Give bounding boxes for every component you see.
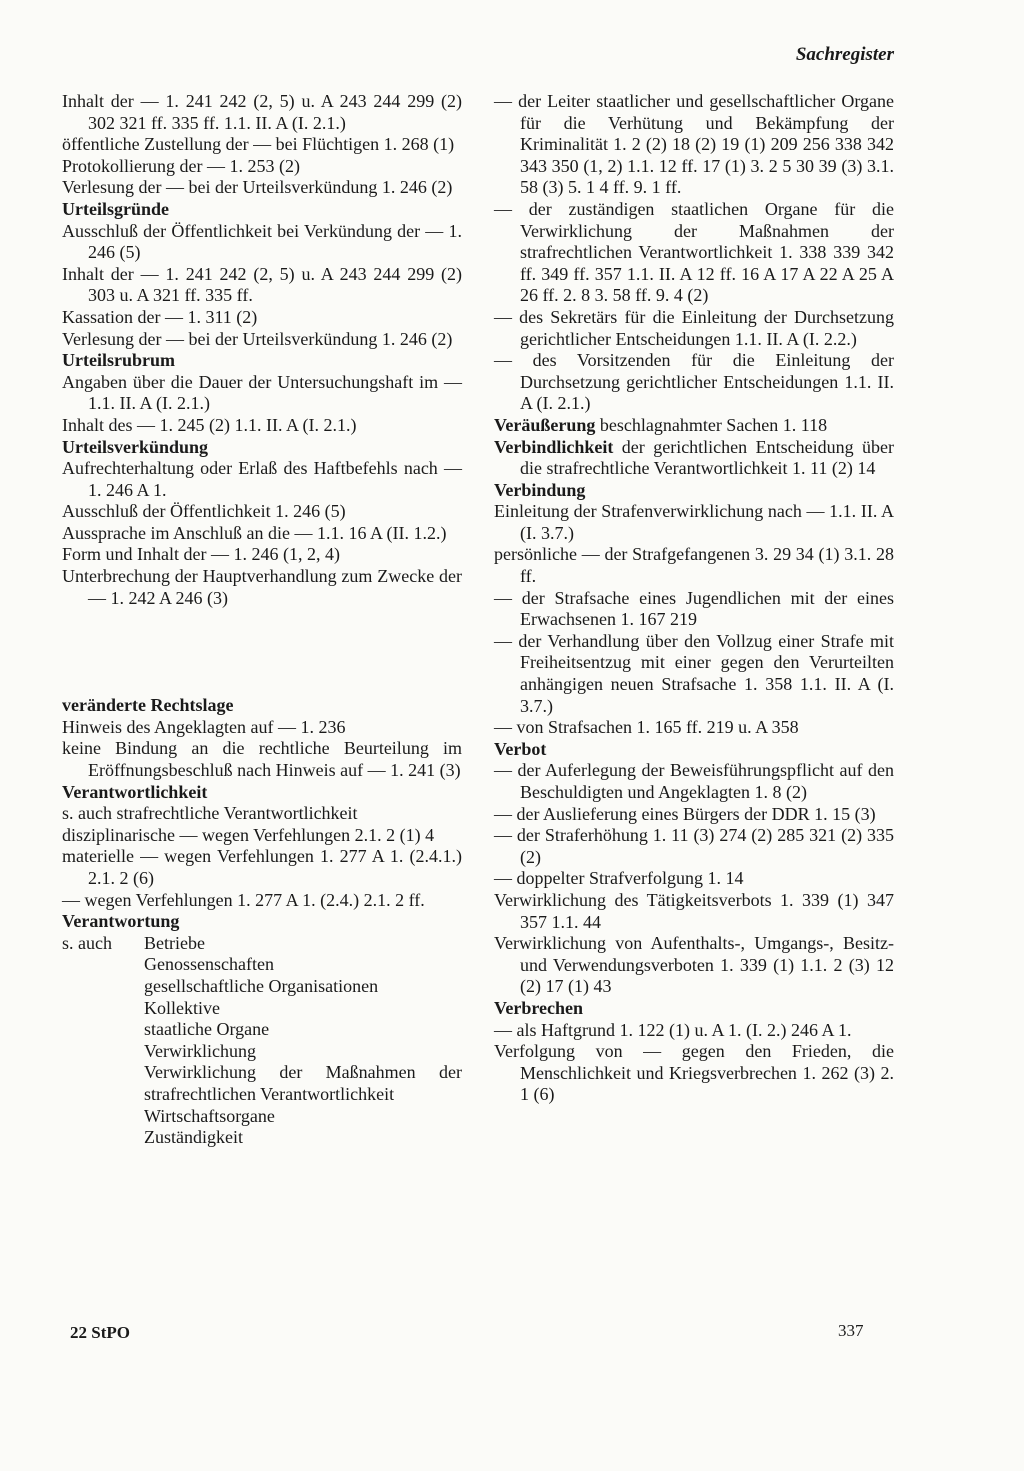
index-entry: Form und Inhalt der — 1. 246 (1, 2, 4) bbox=[62, 544, 340, 565]
index-entry: Verwirklichung von Aufenthalts-, Umgangs-, Besitz- und Verwendungsverboten 1. 339 (1) 1.1. 2 (3) 12 (2) 17 (1) 43 bbox=[494, 933, 894, 997]
footer-signature: 22 StPO bbox=[70, 1323, 130, 1342]
see-also-item: Verwirklichung der Maßnahmen der strafrechtlichen Verantwortlichkeit bbox=[144, 1062, 462, 1104]
index-entry: — der Leiter staatlicher und gesellschaftlicher Organe für die Verhütung und Bekämpfung der Kriminalität 1. 2 (2) 18 (2) 19 (1) 209 256 338 342 343 350 (1, 2) 1.1. 12 ff. 17 (1) 3. 2 5 30 39 (3) 3.1. 58 (3) 5. 1 4 ff. 9. 1 ff. bbox=[494, 91, 894, 198]
index-entry: Einleitung der Strafenverwirklichung nach — 1.1. II. A (I. 3.7.) bbox=[494, 501, 894, 543]
index-entry: persönliche — der Strafgefangenen 3. 29 34 (1) 3.1. 28 ff. bbox=[494, 544, 894, 587]
index-entry: — der Auferlegung der Beweisführungspflicht auf den Beschuldigten und Angeklagten 1. 8 (2) bbox=[494, 760, 894, 802]
see-also-item: gesellschaftliche Organisationen bbox=[144, 975, 379, 996]
page-header-title: Sachregister bbox=[795, 44, 894, 65]
index-entry: — als Haftgrund 1. 122 (1) u. A 1. (I. 2.) 246 A 1. bbox=[494, 1019, 852, 1040]
index-entry: Inhalt der — 1. 241 242 (2, 5) u. A 243 244 299 (2) 302 321 ff. 335 ff. 1.1. II. A (I. 2.1.) bbox=[62, 91, 462, 133]
index-entry: — doppelter Strafverfolgung 1. 14 bbox=[494, 868, 744, 889]
index-entry: Inhalt des — 1. 245 (2) 1.1. II. A (I. 2.1.) bbox=[62, 414, 357, 435]
index-entry: Verlesung der — bei der Urteilsverkündung 1. 246 (2) bbox=[62, 177, 453, 198]
index-entry: Hinweis des Angeklagten auf — 1. 236 bbox=[62, 716, 346, 737]
index-entry: Aussprache im Anschluß an die — 1.1. 16 A (II. 1.2.) bbox=[62, 522, 447, 543]
index-entry: Verwirklichung des Tätigkeitsverbots 1. 339 (1) 347 357 1.1. 44 bbox=[494, 889, 894, 932]
index-entry: Verfolgung von — gegen den Frieden, die Menschlichkeit und Kriegsverbrechen 1. 262 (3) 2. 1 (6) bbox=[494, 1041, 894, 1105]
index-entry: Verbindlichkeit der gerichtlichen Entscheidung über die strafrechtliche Verantwortlichkeit 1. 11 (2) 14 bbox=[494, 436, 894, 479]
index-column-right bbox=[494, 91, 894, 1106]
index-heading: veränderte Rechtslage bbox=[62, 695, 234, 716]
index-entry: — der Straferhöhung 1. 11 (3) 274 (2) 285 321 (2) 335 (2) bbox=[494, 825, 894, 867]
see-also-item: Wirtschaftsorgane bbox=[144, 1105, 275, 1126]
see-also-label: s. auch bbox=[62, 932, 112, 953]
index-heading: Verbrechen bbox=[494, 997, 583, 1018]
index-entry: Protokollierung der — 1. 253 (2) bbox=[62, 155, 300, 176]
index-entry: — der Strafsache eines Jugendlichen mit der eines Erwachsenen 1. 167 219 bbox=[494, 587, 894, 630]
see-also-list bbox=[144, 933, 462, 1149]
index-entry: — der zuständigen staatlichen Organe für die Verwirklichung der Maßnahmen der strafrechtlichen Verantwortlichkeit 1. 338 339 342 ff. 349 ff. 357 1.1. II. A 12 ff. 16 A 17 A 22 A 25 A 26 ff. 2. 8 3. 58 ff. 9. 4 (2) bbox=[494, 198, 894, 306]
index-entry: s. auch strafrechtliche Verantwortlichkeit bbox=[62, 803, 358, 824]
index-heading: Urteilsrubrum bbox=[62, 350, 175, 371]
index-heading: Verantwortung bbox=[62, 911, 180, 932]
index-entry: Aufrechterhaltung oder Erlaß des Haftbefehls nach — 1. 246 A 1. bbox=[62, 458, 462, 500]
right-entries bbox=[494, 91, 894, 1106]
left-entries bbox=[62, 91, 462, 933]
index-entry: — der Verhandlung über den Vollzug einer Strafe mit Freiheitsentzug mit einer gegen den Verurteilten anhängigen neuen Strafsache 1. 358 1.1. II. A (I. 3.7.) bbox=[494, 630, 894, 716]
page-number: 337 bbox=[838, 1321, 864, 1340]
index-entry: — von Strafsachen 1. 165 ff. 219 u. A 358 bbox=[494, 717, 799, 738]
index-entry: materielle — wegen Verfehlungen 1. 277 A 1. (2.4.1.) 2.1. 2 (6) bbox=[62, 846, 462, 888]
index-entry: — wegen Verfehlungen 1. 277 A 1. (2.4.) 2.1. 2 ff. bbox=[62, 889, 425, 910]
see-also-item: Betriebe bbox=[144, 932, 205, 953]
see-also-item: staatliche Organe bbox=[144, 1019, 270, 1040]
see-also-item: Genossenschaften bbox=[144, 954, 274, 975]
index-entry: — der Auslieferung eines Bürgers der DDR 1. 15 (3) bbox=[494, 803, 876, 824]
index-entry: Verlesung der — bei der Urteilsverkündung 1. 246 (2) bbox=[62, 328, 453, 349]
index-entry: — des Sekretärs für die Einleitung der Durchsetzung gerichtlicher Entscheidungen 1.1. II. A (I. 2.2.) bbox=[494, 306, 894, 349]
index-entry: disziplinarische — wegen Verfehlungen 2.1. 2 (1) 4 bbox=[62, 824, 435, 845]
index-entry: Ausschluß der Öffentlichkeit bei Verkündung der — 1. 246 (5) bbox=[62, 220, 462, 263]
index-entry: Ausschluß der Öffentlichkeit 1. 246 (5) bbox=[62, 501, 346, 522]
index-heading: Verantwortlichkeit bbox=[62, 781, 208, 802]
index-entry: — des Vorsitzenden für die Einleitung der Durchsetzung gerichtlicher Entscheidungen 1.1. II. A (I. 2.1.) bbox=[494, 350, 894, 414]
see-also-item: Verwirklichung bbox=[144, 1040, 256, 1061]
see-also-block bbox=[62, 933, 462, 1149]
index-entry: Angaben über die Dauer der Untersuchungshaft im — 1.1. II. A (I. 2.1.) bbox=[62, 371, 462, 414]
index-entry: Kassation der — 1. 311 (2) bbox=[62, 306, 258, 327]
index-entry: Veräußerung beschlagnahmter Sachen 1. 118 bbox=[494, 414, 828, 435]
section-gap bbox=[62, 609, 462, 695]
see-also-item: Kollektive bbox=[144, 997, 220, 1018]
index-entry: Unterbrechung der Hauptverhandlung zum Zwecke der — 1. 242 A 246 (3) bbox=[62, 566, 462, 608]
index-heading: Urteilsverkündung bbox=[62, 436, 209, 457]
index-heading: Verbindung bbox=[494, 479, 586, 500]
index-entry: Inhalt der — 1. 241 242 (2, 5) u. A 243 244 299 (2) 303 u. A 321 ff. 335 ff. bbox=[62, 263, 462, 306]
index-entry: keine Bindung an die rechtliche Beurteilung im Eröffnungsbeschluß nach Hinweis auf — 1. 241 (3) bbox=[62, 738, 462, 781]
index-heading: Verbot bbox=[494, 738, 547, 759]
index-heading: Urteilsgründe bbox=[62, 198, 169, 219]
index-column-left bbox=[62, 91, 462, 1149]
see-also-item: Zuständigkeit bbox=[144, 1127, 243, 1148]
index-entry: öffentliche Zustellung der — bei Flüchtigen 1. 268 (1) bbox=[62, 134, 455, 155]
